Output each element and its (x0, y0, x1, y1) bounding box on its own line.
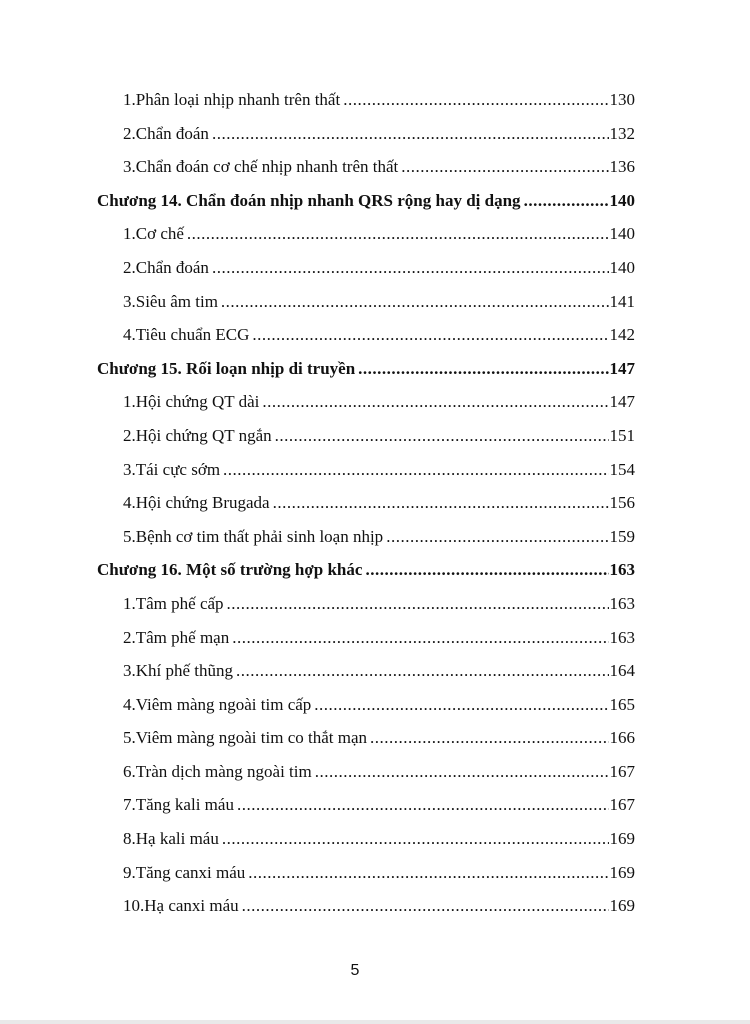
toc-entry (97, 527, 635, 561)
toc-entry-number: 3. (123, 291, 136, 311)
toc-entry (97, 124, 635, 158)
toc-entry-number: 2. (123, 627, 136, 647)
toc-entry-number: 2. (123, 257, 136, 277)
toc-entry (97, 728, 635, 762)
toc-entry (97, 224, 635, 258)
toc-entry-number: 3. (123, 157, 136, 177)
toc-page-number: 169 (609, 829, 635, 849)
toc-entry-number: 1. (123, 224, 136, 244)
toc-page-number: 169 (609, 896, 635, 916)
dot-leader (252, 325, 608, 345)
dot-leader (187, 224, 609, 244)
toc-entry-title: Hội chứng QT ngắn (135, 425, 272, 445)
toc-page-number: 140 (609, 190, 635, 210)
toc-entry-title: Tăng kali máu (135, 795, 234, 815)
dot-leader (524, 191, 609, 211)
toc-entry-title: Cơ chế (135, 224, 184, 244)
toc-entry-number: 1. (123, 90, 136, 109)
dot-leader (262, 392, 608, 412)
toc-entry-title: Tràn dịch màng ngoài tim (135, 761, 312, 781)
toc-page-number: 154 (609, 459, 635, 479)
toc-entry (97, 795, 635, 829)
dot-leader (370, 728, 608, 748)
dot-leader (212, 258, 609, 278)
toc-entry-number: 10. (123, 896, 145, 916)
dot-leader (232, 628, 608, 648)
page-number: 5 (350, 962, 360, 979)
toc-entry-number: 7. (123, 795, 136, 815)
toc-chapter-title: Chương 14. Chẩn đoán nhịp nhanh QRS rộng hay dị dạng (97, 190, 521, 210)
toc-entry-title: Hội chứng Brugada (135, 493, 270, 513)
dot-leader (315, 762, 609, 782)
toc-page-number: 151 (609, 425, 635, 445)
toc-entry-title: Tâm phế cấp (135, 593, 224, 613)
toc-page-number: 159 (609, 526, 635, 546)
toc-entry-title: Chẩn đoán (135, 257, 209, 277)
toc-entry-number: 2. (123, 425, 136, 445)
toc-page-number: 167 (609, 795, 635, 815)
toc-page-number: 165 (609, 694, 635, 714)
toc-page-number: 136 (609, 157, 635, 177)
toc-entry-number: 1. (123, 392, 136, 412)
dot-leader (242, 896, 609, 916)
dot-leader (314, 695, 608, 715)
toc-entry (97, 90, 635, 124)
toc-entry-number: 2. (123, 123, 136, 143)
dot-leader (222, 829, 609, 849)
toc-entry-title: Hạ kali máu (135, 829, 219, 849)
toc-entry-title: Tâm phế mạn (135, 627, 230, 647)
dot-leader (212, 124, 609, 144)
toc-entry-number: 9. (123, 862, 136, 882)
toc-entry-title: Chẩn đoán (135, 123, 209, 143)
toc-page-number: 140 (609, 257, 635, 277)
dot-leader (358, 359, 608, 379)
toc-entry-title: Tiêu chuẩn ECG (135, 325, 250, 345)
dot-leader (401, 157, 608, 177)
toc-entry-title: Chẩn đoán cơ chế nhịp nhanh trên thất (135, 157, 399, 177)
toc-entry-title: Hội chứng QT dài (135, 392, 260, 412)
toc-chapter-entry (97, 191, 635, 225)
toc-page-number: 141 (609, 291, 635, 311)
dot-leader (248, 863, 608, 883)
toc-page-number: 130 (609, 90, 635, 109)
toc-page-number: 163 (609, 593, 635, 613)
toc-entry-number: 5. (123, 526, 136, 546)
bottom-edge (0, 1020, 750, 1024)
toc-page-number: 166 (609, 728, 635, 748)
toc-chapter-title: Chương 15. Rối loạn nhịp di truyền (97, 358, 356, 378)
dot-leader (273, 493, 609, 513)
toc-entry-title: Khí phế thũng (135, 661, 234, 681)
toc-entry (97, 460, 635, 494)
toc-entry-number: 8. (123, 829, 136, 849)
toc-entry (97, 863, 635, 897)
toc-page-number: 156 (609, 493, 635, 513)
dot-leader (221, 292, 609, 312)
toc-page-number: 164 (609, 661, 635, 681)
toc-entry-title: Viêm màng ngoài tim co thắt mạn (135, 728, 368, 748)
toc-entry (97, 258, 635, 292)
dot-leader (386, 527, 608, 547)
toc-entry-number: 5. (123, 728, 136, 748)
toc-entry-number: 3. (123, 661, 136, 681)
toc-entry-title: Siêu âm tim (135, 291, 218, 311)
toc-page-number: 142 (609, 325, 635, 345)
toc-entry-number: 4. (123, 493, 136, 513)
toc-entry (97, 829, 635, 863)
toc-chapter-entry (97, 359, 635, 393)
toc-page-number: 140 (609, 224, 635, 244)
toc-entry (97, 157, 635, 191)
toc-chapter-entry (97, 560, 635, 594)
dot-leader (237, 795, 609, 815)
dot-leader (365, 560, 608, 580)
toc-page-number: 147 (609, 392, 635, 412)
toc-entry (97, 292, 635, 326)
toc-entry (97, 325, 635, 359)
toc-entry (97, 392, 635, 426)
toc-entry-title: Tăng canxi máu (135, 862, 246, 882)
toc-entry-number: 3. (123, 459, 136, 479)
toc-entry-title: Bệnh cơ tim thất phải sinh loạn nhịp (135, 526, 384, 546)
dot-leader (275, 426, 609, 446)
toc-page-number: 147 (609, 358, 635, 378)
toc-entry-title: Tái cực sớm (135, 459, 221, 479)
toc-entry-title: Viêm màng ngoài tim cấp (135, 694, 312, 714)
toc-entry-title: Hạ canxi máu (144, 896, 239, 916)
toc-entry-number: 6. (123, 761, 136, 781)
toc-entry (97, 762, 635, 796)
toc-entry (97, 695, 635, 729)
toc-entry-number: 4. (123, 694, 136, 714)
dot-leader (343, 90, 608, 110)
toc-page-number: 132 (609, 123, 635, 143)
dot-leader (236, 661, 608, 681)
toc-entry (97, 661, 635, 695)
toc-entry (97, 426, 635, 460)
toc-page-number: 167 (609, 761, 635, 781)
toc-page-number: 163 (609, 627, 635, 647)
toc-chapter-title: Chương 16. Một số trường hợp khác (97, 560, 363, 580)
dot-leader (223, 460, 608, 480)
toc-entry-number: 1. (123, 593, 136, 613)
table-of-contents (97, 90, 635, 930)
toc-entry-title: Phân loại nhịp nhanh trên thất (135, 90, 341, 109)
dot-leader (227, 594, 609, 614)
toc-page-number: 169 (609, 862, 635, 882)
toc-entry (97, 493, 635, 527)
toc-entry-number: 4. (123, 325, 136, 345)
toc-page-number: 163 (609, 560, 635, 580)
toc-entry (97, 896, 635, 930)
toc-entry (97, 594, 635, 628)
toc-entry (97, 628, 635, 662)
